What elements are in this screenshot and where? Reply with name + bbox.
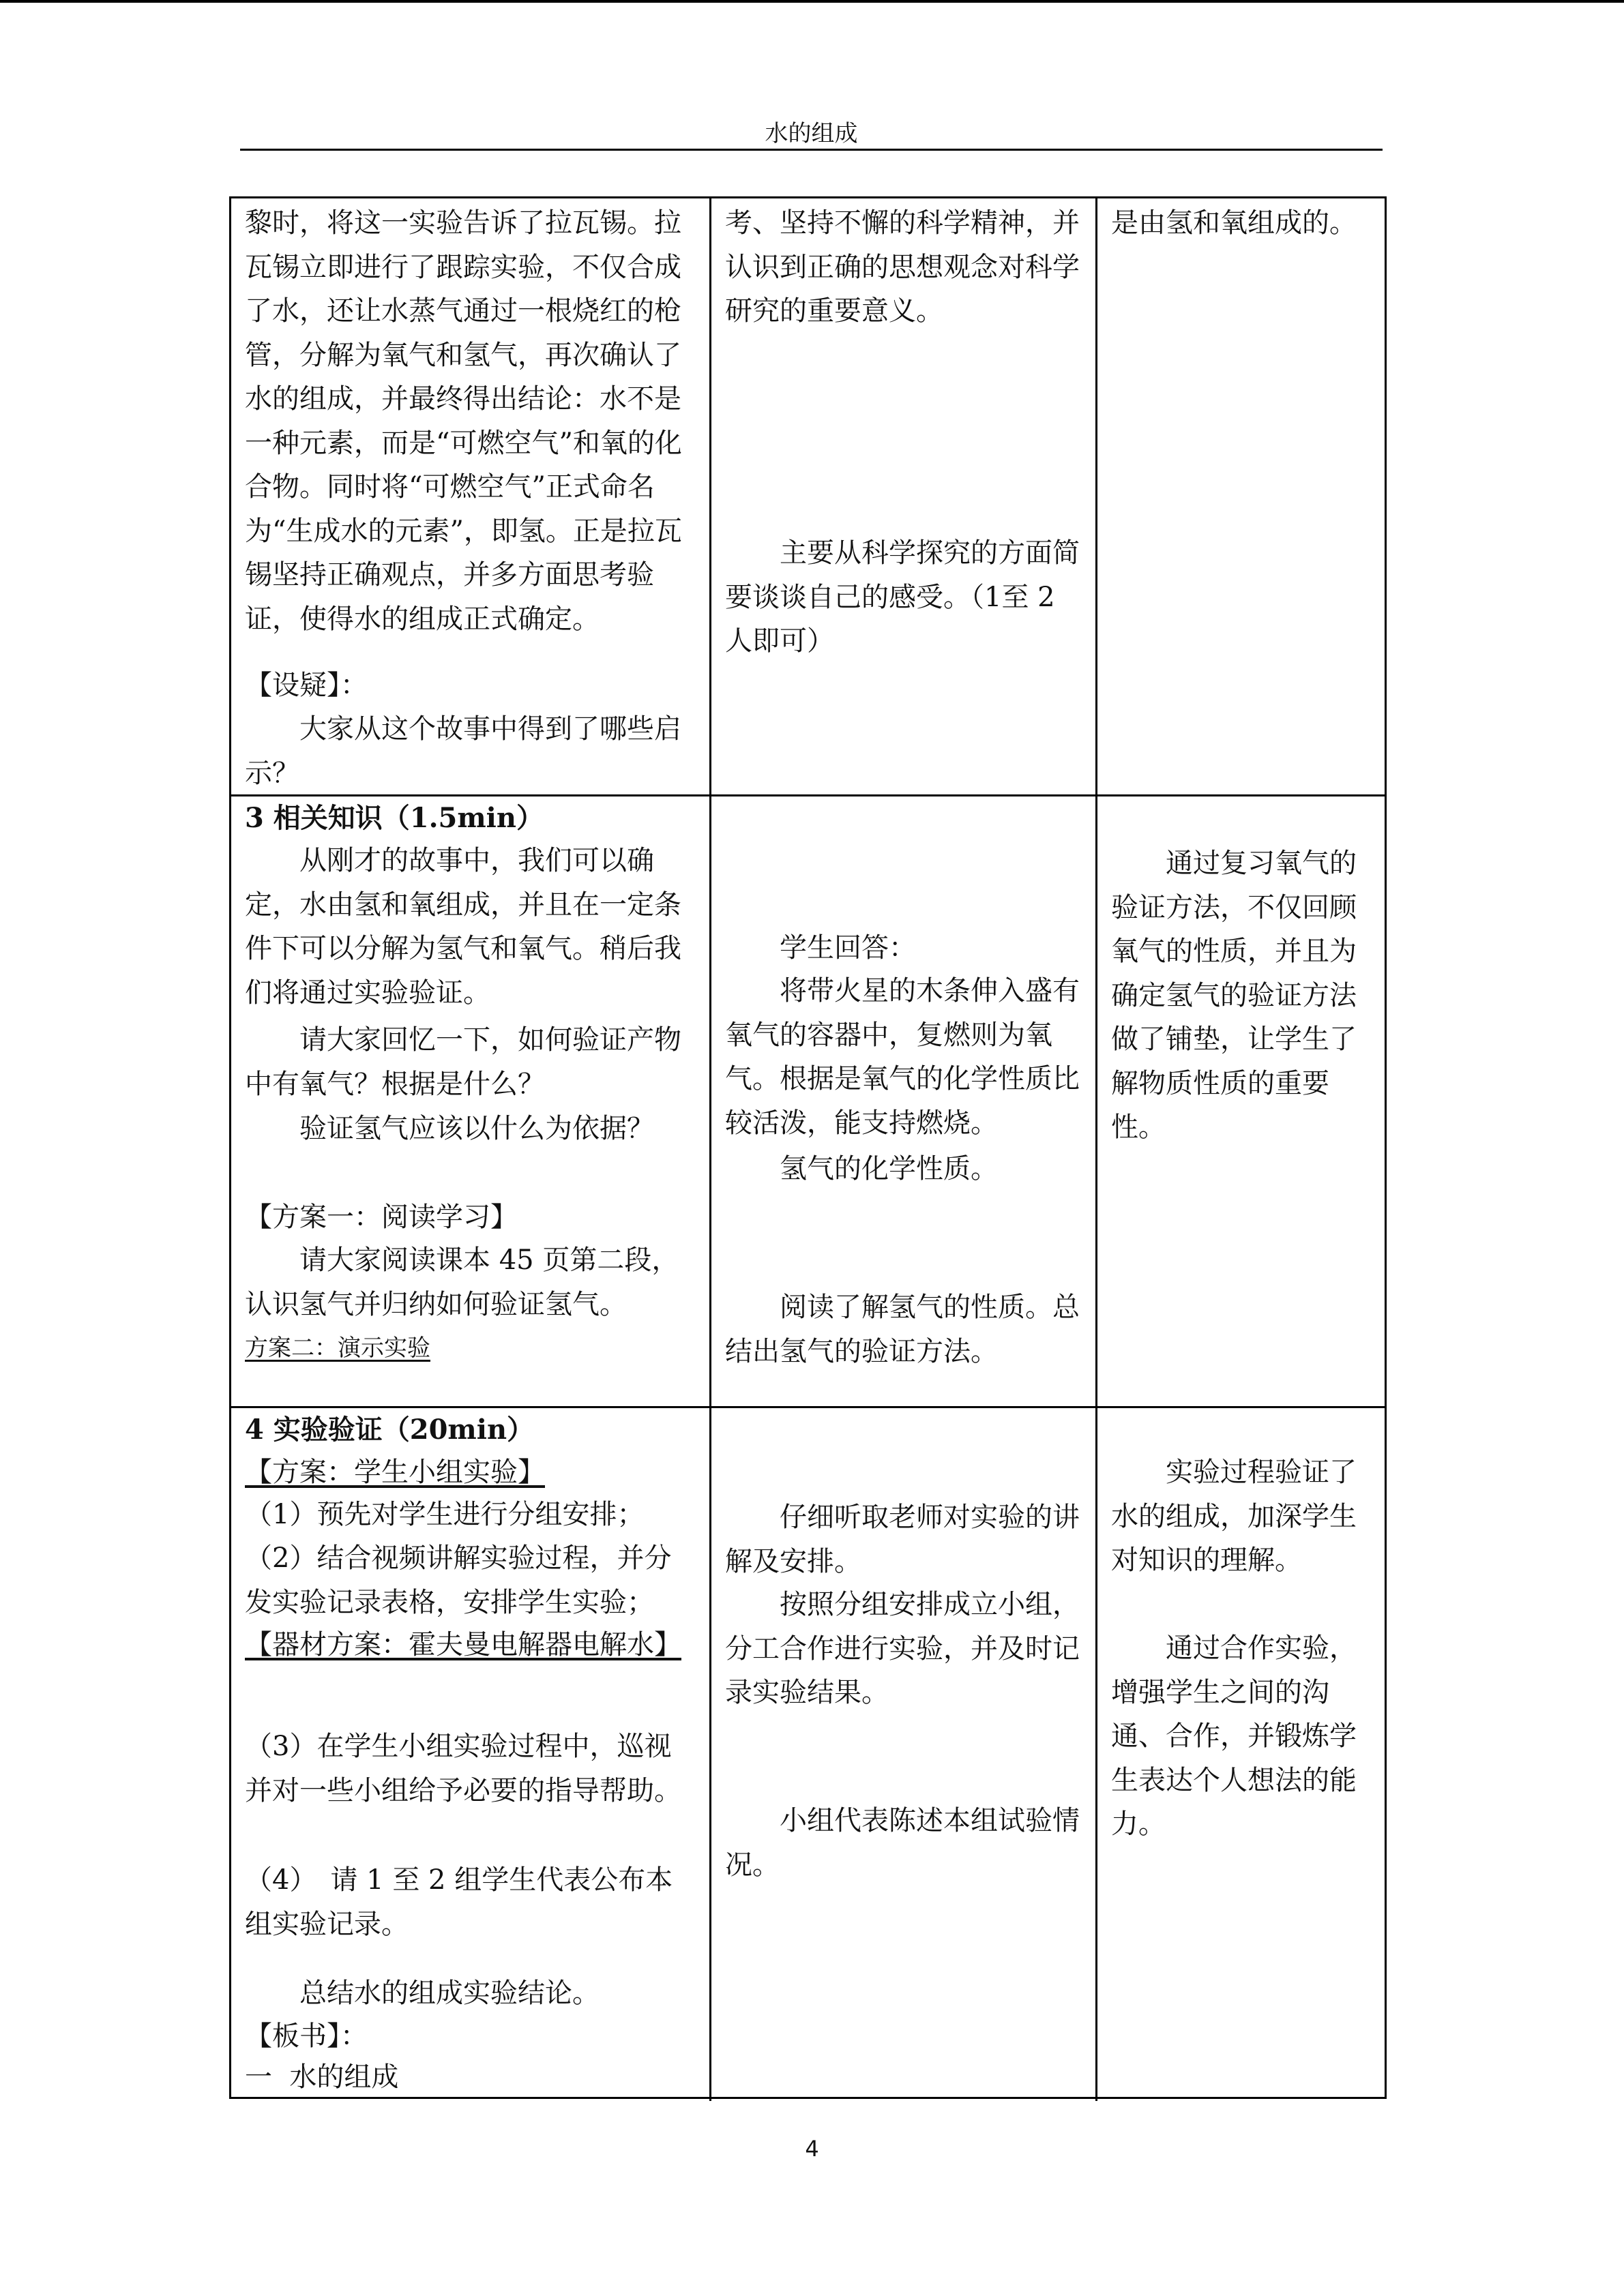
design-intent-cell bbox=[1097, 198, 1385, 794]
student-activity-cell bbox=[711, 1408, 1097, 2101]
student-text: 学生回答： bbox=[725, 932, 916, 964]
student-activity-cell bbox=[711, 198, 1097, 794]
teacher-text: 总结水的组成实验结论。 bbox=[245, 1978, 600, 2009]
plan-label: 【方案：学生小组实验】 bbox=[245, 1457, 545, 1488]
intent-text: 通过合作实验，增强学生之间的沟通、合作，并锻炼学生表达个人想法的能力。 bbox=[1111, 1632, 1357, 1840]
header-rule bbox=[240, 149, 1383, 151]
teacher-question: 验证氢气应该以什么为依据？ bbox=[245, 1113, 654, 1144]
student-text: 考、坚持不懈的科学精神，并认识到正确的思想观念对科学研究的重要意义。 bbox=[725, 207, 1080, 327]
lesson-plan-table bbox=[229, 196, 1387, 2099]
teacher-text: 从刚才的故事中，我们可以确定，水由氢和氧组成，并且在一定条件下可以分解为氢气和氧气。稍后我们将通过实验验证。 bbox=[245, 845, 681, 1009]
table-row bbox=[231, 1408, 1385, 2101]
top-border-line bbox=[0, 0, 1624, 3]
teacher-activity-cell bbox=[231, 1408, 711, 2101]
story-paragraph: 黎时，将这一实验告诉了拉瓦锡。拉瓦锡立即进行了跟踪实验，不仅合成了水，还让水蒸气通过一根烧红的枪管，分解为氧气和氢气，再次确认了水的组成，并最终得出结论：水不是一种元素，而是“可燃空气”和氧的化合物。同时将“可燃空气”正式命名为“生成水的元素”，即氢。正是拉瓦锡坚持正确观点，并多方面思考验证，使得水的组成正式确定。 bbox=[245, 207, 682, 635]
plan-label: 方案二：演示实验 bbox=[245, 1335, 430, 1362]
intent-text: 实验过程验证了水的组成，加深学生对知识的理解。 bbox=[1111, 1457, 1357, 1576]
intent-text: 通过复习氧气的验证方法，不仅回顾氧气的性质，并且为确定氢气的验证方法做了铺垫，让学生了解物质性质的重要性。 bbox=[1111, 848, 1357, 1143]
step-text: （4） 请 1 至 2 组学生代表公布本组实验记录。 bbox=[245, 1864, 673, 1940]
design-intent-cell bbox=[1097, 796, 1385, 1406]
page-number: 4 bbox=[805, 2136, 819, 2162]
intent-text: 是由氢和氧组成的。 bbox=[1111, 207, 1357, 239]
step-text: （3）在学生小组实验过程中，巡视并对一些小组给予必要的指导帮助。 bbox=[245, 1731, 681, 1806]
teacher-text: 请大家阅读课本 45 页第二段，认识氢气并归纳如何验证氢气。 bbox=[245, 1244, 679, 1320]
question-text: 大家从这个故事中得到了哪些启示？ bbox=[245, 713, 681, 789]
board-label: 【板书】： bbox=[245, 2021, 368, 2052]
question-label: 【设疑】： bbox=[245, 670, 368, 701]
student-text: 氢气的化学性质。 bbox=[725, 1153, 998, 1184]
section-heading: 3 相关知识（1.5min） bbox=[245, 802, 544, 834]
board-text: 一 水的组成 bbox=[245, 2061, 399, 2093]
teacher-question: 请大家回忆一下，如何验证产物中有氧气？根据是什么？ bbox=[245, 1024, 681, 1100]
student-text: 小组代表陈述本组试验情况。 bbox=[725, 1805, 1080, 1881]
student-text: 按照分组安排成立小组，分工合作进行实验，并及时记录实验结果。 bbox=[725, 1589, 1080, 1708]
table-row bbox=[231, 796, 1385, 1408]
step-text: （2）结合视频讲解实验过程，并分发实验记录表格，安排学生实验； bbox=[245, 1542, 672, 1618]
plan-label: 【方案一：阅读学习】 bbox=[245, 1202, 518, 1233]
student-activity-cell bbox=[711, 796, 1097, 1406]
design-intent-cell bbox=[1097, 1408, 1385, 2101]
table-row bbox=[231, 198, 1385, 796]
student-text: 阅读了解氢气的性质。总结出氢气的验证方法。 bbox=[725, 1292, 1080, 1367]
teacher-activity-cell bbox=[231, 796, 711, 1406]
plan-label: 【器材方案：霍夫曼电解器电解水】 bbox=[245, 1629, 681, 1660]
section-heading: 4 实验验证（20min） bbox=[245, 1414, 535, 1446]
page-header-title: 水的组成 bbox=[765, 120, 858, 147]
student-text: 将带火星的木条伸入盛有氧气的容器中，复燃则为氧气。根据是氧气的化学性质比较活泼，能支持燃烧。 bbox=[725, 975, 1080, 1139]
student-text: 主要从科学探究的方面简要谈谈自己的感受。（1至 2 人即可） bbox=[725, 537, 1080, 657]
step-text: （1）预先对学生进行分组安排； bbox=[245, 1499, 645, 1530]
teacher-activity-cell bbox=[231, 198, 711, 794]
student-text: 仔细听取老师对实验的讲解及安排。 bbox=[725, 1502, 1080, 1577]
